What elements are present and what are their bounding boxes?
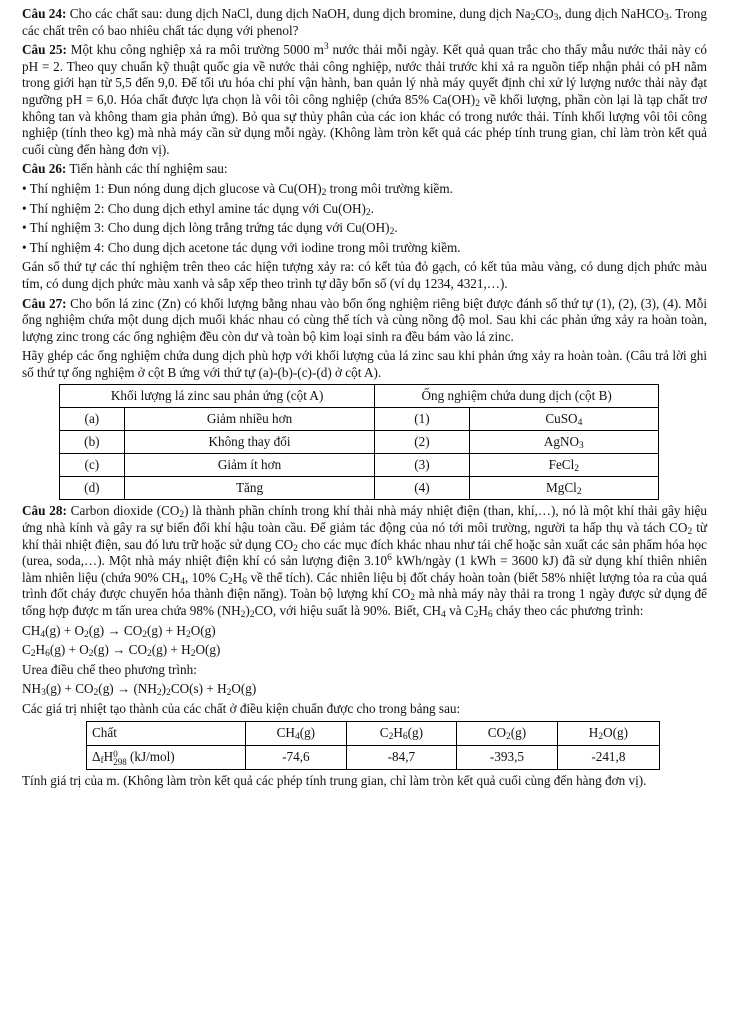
question-label: Câu 27: (22, 295, 67, 311)
matching-table (59, 384, 659, 500)
question-28-final: Tính giá trị của m. (Không làm tròn kết quả các phép tính trung gian, chỉ làm tròn kết quả cuối cùng đến hàng đơn vị). (22, 772, 647, 788)
enthalpy-table (86, 721, 660, 770)
table-row: (a) Giảm nhiều hơn (1) CuSO$_4$ (60, 408, 659, 431)
column-b-header: Ống nghiệm chứa dung dịch (cột B) (375, 385, 659, 408)
table-intro: Các giá trị nhiệt tạo thành của các chất ở điều kiện chuẩn được cho trong bảng sau: (22, 701, 461, 716)
experiment-1: • Thí nghiệm 1: Đun nóng dung dịch glucose và $Cu(OH)_2$ trong môi trường kiềm. (22, 180, 453, 198)
question-27: Câu 27: Cho bốn lá zinc (Zn) có khối lượng bằng nhau vào bốn ống nghiệm riêng biệt được đánh số thứ tự (1), (2), (3), (4). Mỗi ống nghiệm chứa một dung dịch muối khác nhau có cùng thể tích và cùng nồng độ mol. Sau khi các phản ứng xảy ra hoàn toàn, lượng zinc trong các ống nghiệm đều còn dư và toàn bộ kim loại sinh ra đều bám vào lá zinc. (22, 295, 707, 344)
table-row: $\Delta_fH$ 0 298 (kJ/mol) -74,6 -84,7 -393,5 -241,8 (87, 745, 660, 769)
question-label: Câu 28: (22, 503, 67, 519)
equation-3: $NH_3(g) + CO_2(g) \to (NH_2)_2CO(s) + H_2O(g)$ (22, 681, 257, 699)
table-row: (b) Không thay đổi (2) AgNO$_3$ (60, 431, 659, 454)
question-24: Câu 24: Cho các chất sau: dung dịch NaCl, dung dịch NaOH, dung dịch bromine, dung dịch $Na_2CO_3$, dung dịch NaHCO$_3$. Trong các chất trên có bao nhiêu chất tác dụng với phenol? (22, 6, 707, 38)
table-row: (c) Giảm ít hơn (3) FeCl$_2$ (60, 454, 659, 477)
question-label: Câu 25: (22, 42, 67, 58)
experiment-4: • Thí nghiệm 4: Cho dung dịch acetone tác dụng với iodine trong môi trường kiềm. (22, 239, 461, 255)
question-28: Câu 28: Carbon dioxide $(CO_2)$ là thành phần chính trong khí thải nhà máy nhiệt điện (than, khí,…), nó là một khí thải gây hiệu ứng nhà kính và gây ra sự biến đổi khí hậu toàn cầu. Để giảm tác động của nó tới môi trường, người ta hấp thụ và tách $CO_2$ từ khí thải nhiệt điện, sau đó lưu trữ hoặc sử dụng $CO_2$ cho các mục đích khác nhau như tái chế hoặc sản xuất các sản phẩm hóa học (urea, soda,…). Một nhà máy nhiệt điện khí có sản lượng điện 3.10$^6$ kWh/ngày (1 kWh = 3600 kJ) đã sử dụng khí thiên nhiên làm nhiên liệu (chứa 90% $CH_4$, 10% $C_2H_6$ về thể tích). Các nhiên liệu bị đốt cháy hoàn toàn (biết 58% nhiệt lượng tỏa ra của quá trình đốt cháy được chuyển hóa thành điện năng). Toàn bộ lượng khí $CO_2$ mà nhà máy này thải ra trong 1 ngày được sử dụng để tổng hợp được m tấn urea chứa 98% $(NH_2)_2CO$, với hiệu suất là 90%. Biết, $CH_4$ và $C_2H_6$ cháy theo các phương trình: (22, 503, 708, 621)
experiment-2: • Thí nghiệm 2: Cho dung dịch ethyl amine tác dụng với $Cu(OH)_2$. (22, 200, 374, 218)
question-label: Câu 26: (22, 161, 67, 177)
table-header-row: Chất $CH_4(g)$ $C_2H_6(g)$ $CO_2(g)$ $H_2O(g)$ (87, 721, 660, 745)
equation-2: $C_2H_6(g) + O_2(g) \to CO_2(g) + H_2O(g)$ (22, 642, 221, 660)
column-a-header: Khối lượng lá zinc sau phản ứng (cột A) (60, 385, 375, 408)
question-26: Câu 26: Tiến hành các thí nghiệm sau: (22, 161, 228, 177)
experiment-3: • Thí nghiệm 3: Cho dung dịch lòng trắng trứng tác dụng với $Cu(OH)_2$. (22, 220, 398, 238)
urea-intro: Urea điều chế theo phương trình: (22, 661, 197, 677)
question-25: Câu 25: Một khu công nghiệp xả ra môi trường 5000 $m^3$ nước thải mỗi ngày. Kết quả quan trắc cho thấy mẫu nước thải này có pH = 2. Theo quy chuẩn kỹ thuật quốc gia về nước thải công nghiệp, nước thải trước khi xả ra nguồn tiếp nhận phải có pH nằm trong giới hạn từ 5,5 đến 9,0. Để tối ưu hóa chi phí vận hành, ban quản lý nhà máy quyết định chỉ xử lý lượng nước thải này đạt ngưỡng pH = 6,0. Hóa chất được lựa chọn là vôi tôi công nghiệp (chứa 85% $Ca(OH)_2$ về khối lượng, phần còn lại là tạp chất trơ không tan và không tham gia phản ứng). Bỏ qua sự thủy phân của các ion khác có trong nước thải. Tính khối lượng vôi tôi công nghiệp (tính theo kg) mà nhà máy cần sử dụng mỗi ngày. (Không làm tròn kết quả các phép tính trung gian, chỉ làm tròn kết quả cuối cùng đến hàng đơn vị). (22, 42, 708, 157)
table-row: (d) Tăng (4) MgCl$_2$ (60, 477, 659, 500)
question-27-instruction: Hãy ghép các ống nghiệm chứa dung dịch phù hợp với khối lượng của lá zinc sau khi phản ứng xảy ra hoàn toàn. (Câu trả lời ghi số thứ tự ống nghiệm ở cột B ứng với thứ tự (a)-(b)-(c)-(d) ở cột A). (22, 348, 707, 380)
table-header-row (60, 385, 659, 408)
equation-1: $CH_4(g) + O_2(g) \to CO_2(g) + H_2O(g)$ (22, 622, 216, 640)
question-label: Câu 24: (22, 6, 67, 21)
question-26-instruction: Gán số thứ tự các thí nghiệm trên theo các hiện tượng xảy ra: có kết tủa đỏ gạch, có kết tủa màu vàng, có dung dịch phức màu tím, có dung dịch phức màu xanh và sắp xếp theo trình tự dãy bốn số (ví dụ 1234, 4321,…). (22, 259, 707, 291)
